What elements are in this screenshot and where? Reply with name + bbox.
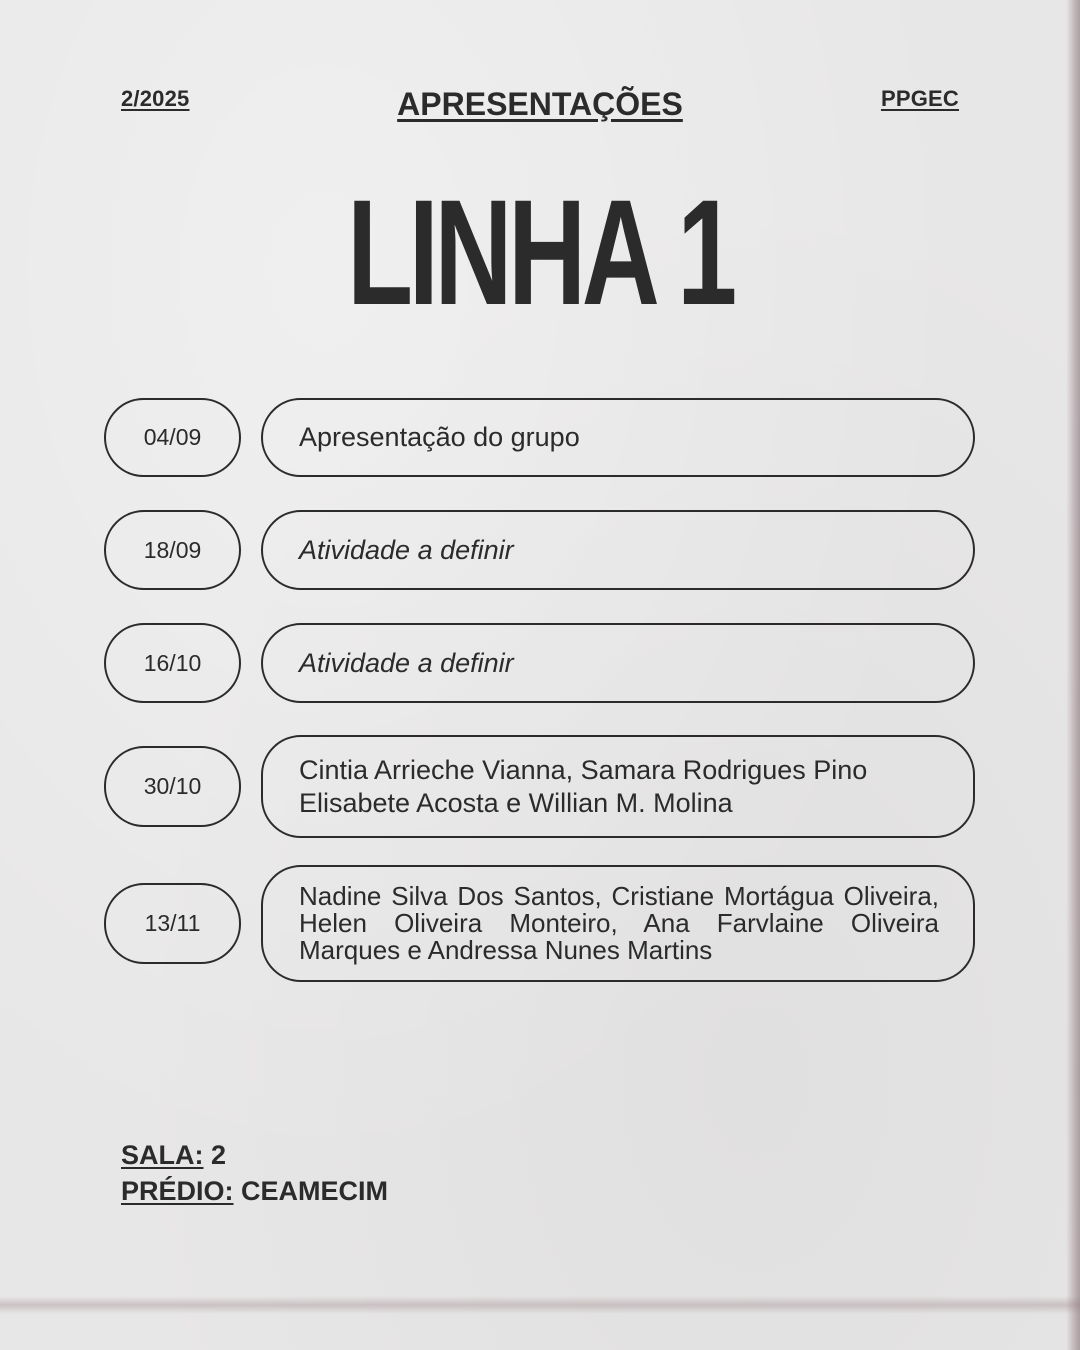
schedule-date: 04/09 <box>143 424 202 450</box>
semester-label: 2/2025 <box>121 86 190 111</box>
schedule-date: 16/10 <box>143 649 202 676</box>
schedule-activity-pill <box>261 398 975 477</box>
paper-edge-shadow-right <box>1066 0 1080 1350</box>
building-info <box>121 1176 388 1207</box>
schedule-activity: Nadine Silva Dos Santos, Cristiane Mortágua Oliveira, Helen Oliveira Monteiro, Ana Farvlaine Oliveira Marques e Andressa Nunes Martins <box>299 881 939 965</box>
schedule-date-pill <box>104 510 241 590</box>
schedule-activity: Atividade a definir <box>299 534 514 565</box>
schedule-activity-pill <box>261 865 975 982</box>
schedule-activity: Atividade a definir <box>299 647 514 678</box>
room-value: 2 <box>211 1140 227 1170</box>
program-label: PPGEC <box>880 86 959 111</box>
schedule-date: 13/11 <box>144 910 201 936</box>
schedule-date: 30/10 <box>143 773 202 799</box>
schedule-date-pill <box>104 398 241 477</box>
schedule-date: 18/09 <box>143 536 202 563</box>
page-title: LINHA 1 <box>347 168 733 336</box>
paper-edge-shadow-bottom <box>0 1296 1080 1314</box>
schedule-date-pill <box>104 746 241 827</box>
schedule-activity: Cintia Arrieche Vianna, Samara Rodrigues Pino Elisabete Acosta e Willian M. Molina <box>299 754 868 818</box>
schedule-activity-pill <box>261 623 975 703</box>
schedule-date-pill <box>104 623 241 703</box>
schedule-activity-pill <box>261 510 975 590</box>
schedule-activity-pill <box>261 735 975 838</box>
room-label: SALA: <box>121 1140 204 1170</box>
room-info <box>121 1140 226 1171</box>
schedule-activity: Apresentação do grupo <box>299 422 580 452</box>
building-label: PRÉDIO: <box>121 1176 234 1206</box>
schedule-date-pill <box>104 883 241 964</box>
page-heading: APRESENTAÇÕES <box>397 86 683 122</box>
building-value: CEAMECIM <box>241 1176 389 1206</box>
